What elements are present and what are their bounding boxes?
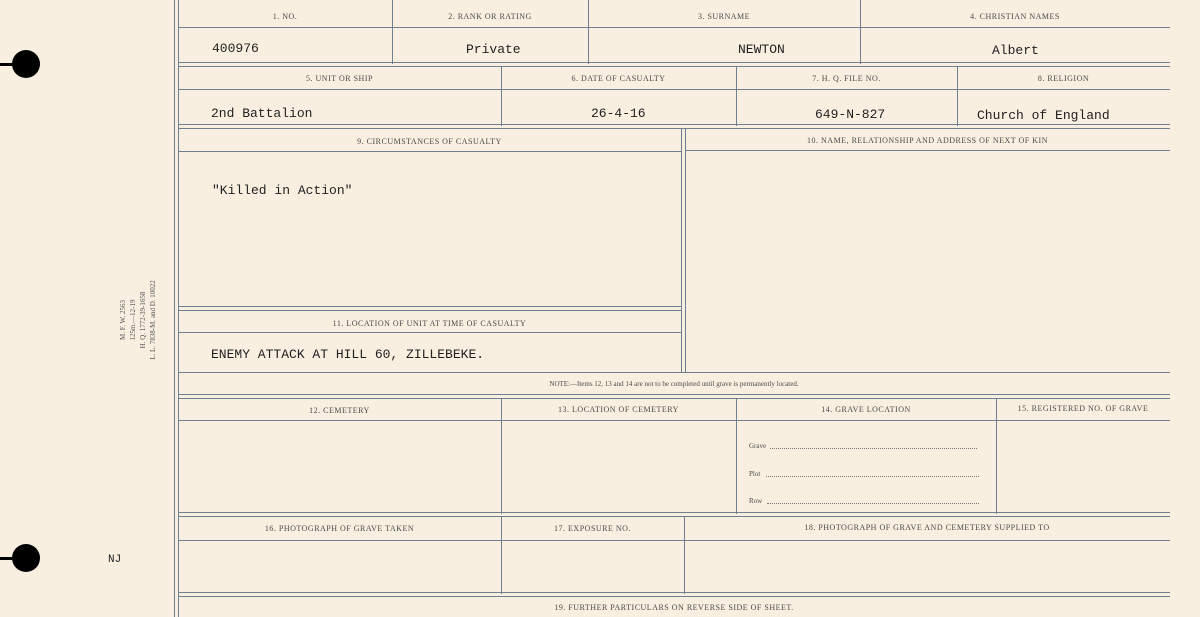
rule	[178, 124, 1170, 129]
row-line-label: Row	[749, 497, 763, 505]
rule	[860, 0, 861, 64]
field-label-further-particulars: 19. FURTHER PARTICULARS ON REVERSE SIDE OF SHEET.	[554, 603, 794, 612]
grave-line	[770, 447, 977, 449]
rule	[681, 128, 682, 372]
rule	[178, 151, 681, 152]
form-code-line: 125m.—12-19	[129, 299, 137, 341]
field-label-religion: 8. RELIGION	[1037, 74, 1090, 83]
field-label-registered-no: 15. REGISTERED NO. OF GRAVE	[1017, 404, 1149, 413]
field-value-date: 26-4-16	[591, 106, 646, 121]
field-label-cemetery: 12. CEMETERY	[309, 406, 370, 415]
rule	[501, 398, 502, 514]
rule	[178, 512, 1170, 517]
rule	[685, 150, 1170, 151]
field-value-location-of-unit: ENEMY ATTACK AT HILL 60, ZILLEBEKE.	[211, 347, 485, 362]
field-label-circumstances: 9. CIRCUMSTANCES OF CASUALTY	[357, 137, 502, 146]
rule	[178, 592, 1170, 597]
rule	[178, 332, 681, 333]
field-label-next-of-kin: 10. NAME, RELATIONSHIP AND ADDRESS OF NEXT OF KIN	[807, 136, 1048, 145]
field-label-photograph-supplied: 18. PHOTOGRAPH OF GRAVE AND CEMETERY SUPPLIED TO	[804, 523, 1050, 532]
rule	[178, 89, 1170, 90]
plot-line	[766, 475, 979, 477]
field-label-surname: 3. SURNAME	[697, 12, 751, 21]
form-code	[118, 260, 158, 380]
field-label-number: 1. NO.	[272, 12, 298, 21]
form-code-line: H. Q. 1772-39-1658	[139, 291, 147, 349]
field-label-location-of-cemetery: 13. LOCATION OF CEMETERY	[558, 405, 679, 414]
rule	[178, 306, 681, 311]
rule	[178, 27, 1170, 28]
field-value-religion: Church of England	[977, 108, 1110, 123]
note-text: NOTE:—Items 12, 13 and 14 are not to be completed until grave is permanently located.	[549, 380, 799, 388]
rule	[392, 0, 393, 64]
field-label-unit: 5. UNIT OR SHIP	[306, 74, 373, 83]
field-value-circumstances: "Killed in Action"	[212, 183, 353, 198]
field-value-number: 400976	[212, 41, 259, 56]
punch-hole-stem-top	[0, 63, 20, 66]
field-value-rank: Private	[466, 42, 521, 57]
field-value-christian-names: Albert	[992, 43, 1039, 58]
field-value-unit: 2nd Battalion	[211, 106, 313, 121]
field-label-rank: 2. RANK OR RATING	[448, 12, 532, 21]
form-code-line: M. F. W. 2563	[119, 300, 127, 340]
field-label-grave-location: 14. GRAVE LOCATION	[821, 405, 911, 414]
plot-line-label: Plot	[749, 470, 761, 478]
row-line	[767, 502, 979, 504]
punch-hole-stem-bottom	[0, 557, 20, 560]
rule	[178, 62, 1170, 67]
margin-rule	[174, 0, 175, 617]
field-value-file-no: 649-N-827	[815, 107, 886, 122]
rule	[178, 394, 1170, 399]
field-label-exposure-no: 17. EXPOSURE NO.	[554, 524, 631, 533]
side-initials: NJ	[108, 554, 122, 566]
form-code-line: L. L. 7838-M. and D. 10022	[149, 280, 157, 360]
rule	[178, 420, 1170, 421]
field-label-file-no: 7. H. Q. FILE NO.	[812, 74, 881, 83]
field-label-date: 6. DATE OF CASUALTY	[571, 74, 666, 83]
rule	[685, 128, 686, 372]
field-label-christian-names: 4. CHRISTIAN NAMES	[970, 12, 1060, 21]
field-label-photograph-taken: 16. PHOTOGRAPH OF GRAVE TAKEN	[264, 524, 415, 533]
rule	[996, 398, 997, 514]
field-value-surname: NEWTON	[738, 42, 785, 57]
rule	[588, 0, 589, 64]
grave-line-label: Grave	[749, 442, 767, 450]
rule	[178, 540, 1170, 541]
rule	[178, 372, 1170, 373]
field-label-location-of-unit: 11. LOCATION OF UNIT AT TIME OF CASUALTY	[332, 319, 527, 328]
rule	[736, 398, 737, 514]
